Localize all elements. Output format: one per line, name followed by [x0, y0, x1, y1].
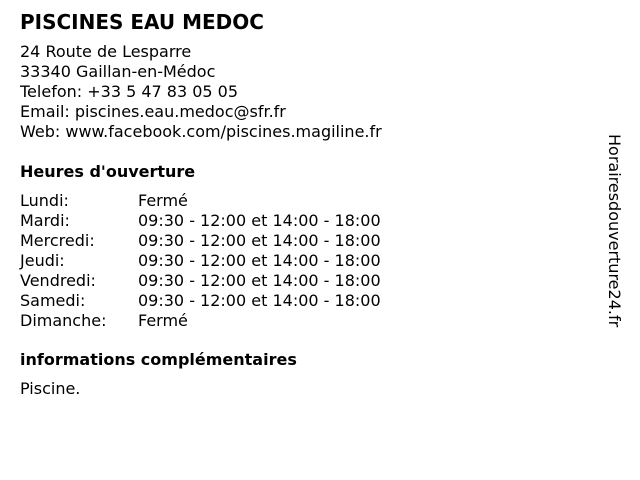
hours-time: 09:30 - 12:00 et 14:00 - 18:00 [138, 231, 381, 250]
hours-row-friday [20, 271, 610, 291]
hours-time: 09:30 - 12:00 et 14:00 - 18:00 [138, 211, 381, 230]
opening-hours-heading: Heures d'ouverture [20, 162, 196, 181]
hours-time: 09:30 - 12:00 et 14:00 - 18:00 [138, 271, 381, 290]
business-name: PISCINES EAU MEDOC [20, 10, 264, 34]
hours-time: Fermé [138, 311, 188, 330]
hours-day: Dimanche: [20, 311, 107, 330]
hours-row-tuesday [20, 211, 610, 231]
additional-info-text: Piscine. [20, 379, 81, 398]
hours-day: Vendredi: [20, 271, 96, 290]
hours-day: Mercredi: [20, 231, 95, 250]
hours-day: Lundi: [20, 191, 69, 210]
hours-row-wednesday [20, 231, 610, 251]
email-line: Email: piscines.eau.medoc@sfr.fr [20, 102, 286, 121]
phone-line: Telefon: +33 5 47 83 05 05 [20, 82, 239, 101]
web-line: Web: www.facebook.com/piscines.magiline.fr [20, 122, 382, 141]
hours-time: 09:30 - 12:00 et 14:00 - 18:00 [138, 291, 381, 310]
hours-row-sunday [20, 311, 610, 331]
address-line-2: 33340 Gaillan-en-Médoc [20, 62, 216, 81]
hours-day: Jeudi: [20, 251, 65, 270]
hours-row-thursday [20, 251, 610, 271]
hours-day: Mardi: [20, 211, 70, 230]
hours-row-saturday [20, 291, 610, 311]
opening-hours-table [20, 191, 610, 331]
hours-time: 09:30 - 12:00 et 14:00 - 18:00 [138, 251, 381, 270]
address-line-1: 24 Route de Lesparre [20, 42, 192, 61]
hours-row-monday [20, 191, 610, 211]
hours-day: Samedi: [20, 291, 86, 310]
additional-info-heading: informations complémentaires [20, 350, 297, 369]
site-watermark: Horairesdouverture24.fr [605, 134, 624, 328]
hours-time: Fermé [138, 191, 188, 210]
business-card [20, 10, 610, 399]
